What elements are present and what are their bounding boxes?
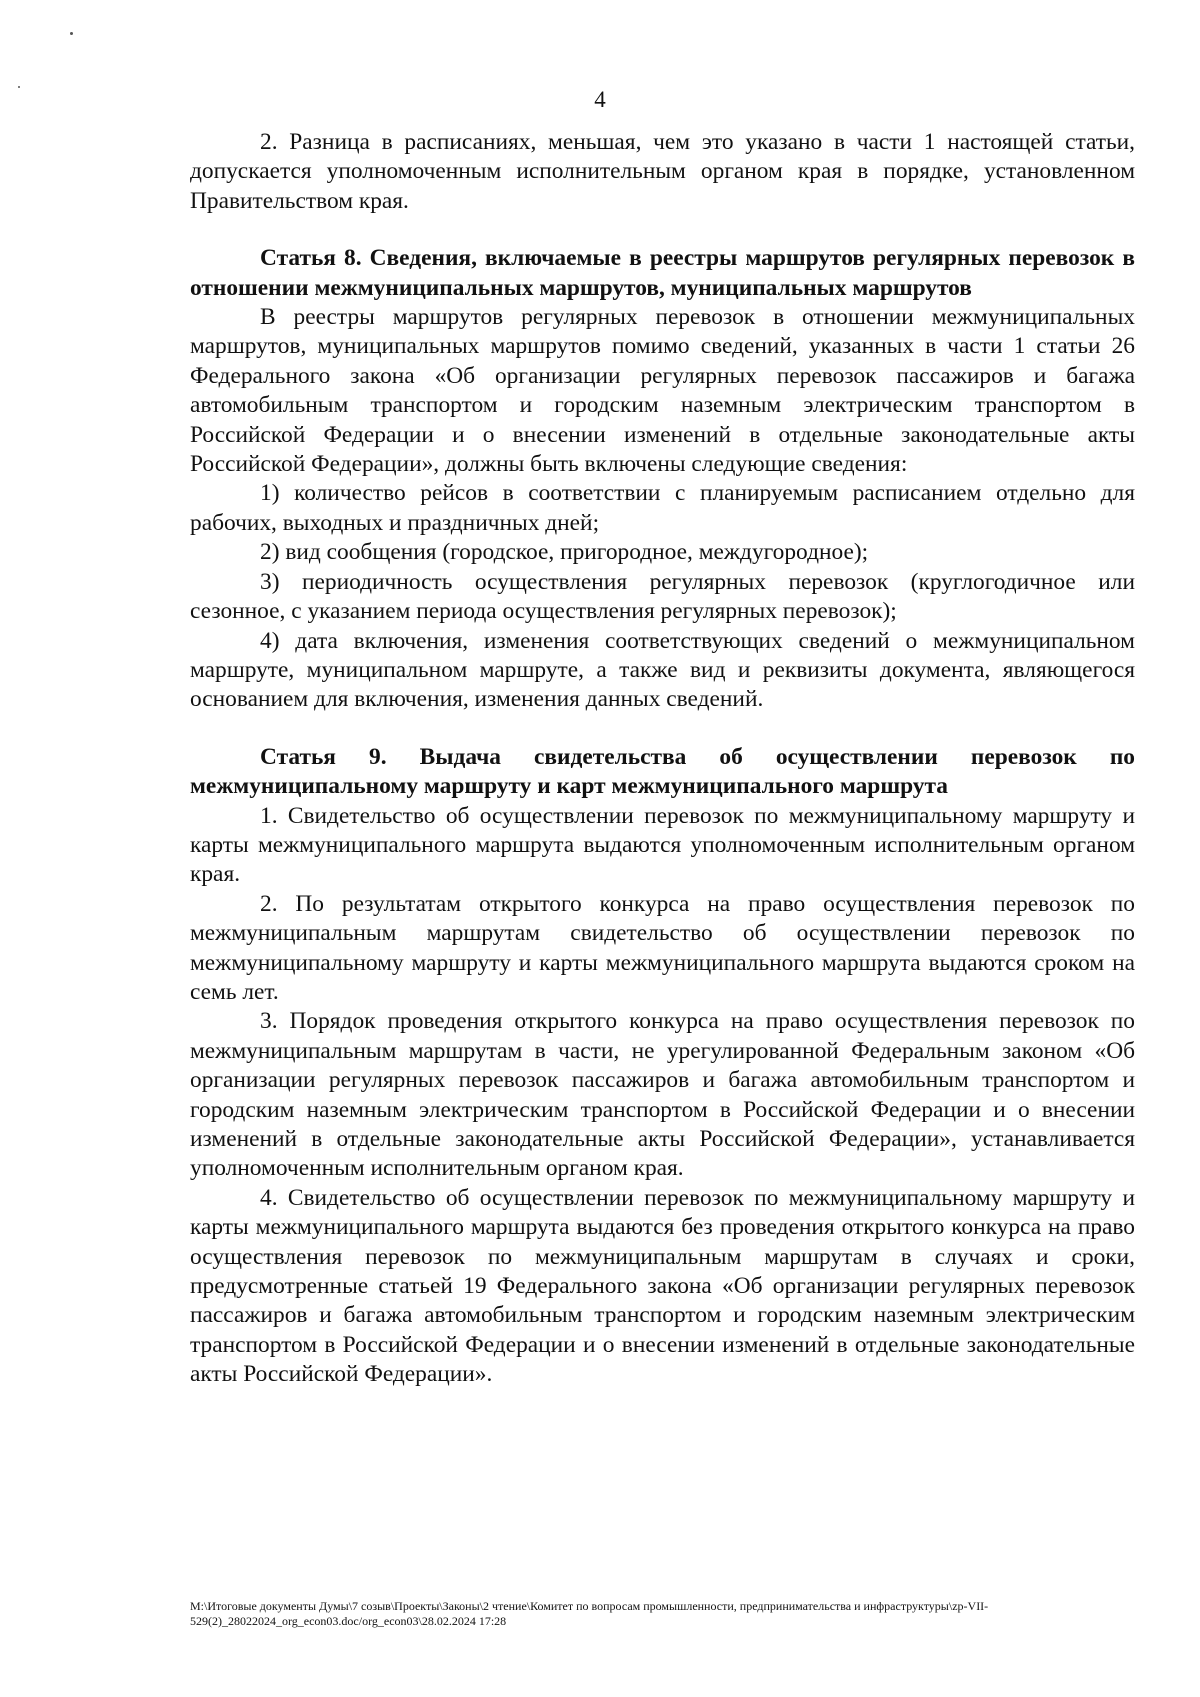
article-heading: Статья 9. Выдача свидетельства об осуществлении перевозок по межмуниципальному маршруту и карт межмуниципального маршрута	[190, 743, 1135, 800]
scan-speck	[70, 32, 73, 35]
list-item: 1) количество рейсов в соответствии с планируемым расписанием отдельно для рабочих, выходных и праздничных дней;	[190, 480, 1135, 536]
paragraph: 3. Порядок проведения открытого конкурса на право осуществления перевозок по межмуниципальным маршрутам в части, не урегулированной Федеральным законом «Об организации регулярных перевозок пассажиров и багажа автомобильным транспортом и городским наземным электрическим транспортом в Российской Федерации и о внесении изменений в отдельные законодательные акты Российской Федерации», устанавливается уполномоченным исполнительным органом края.	[190, 1008, 1135, 1182]
page-number: 4	[594, 87, 606, 112]
document-body	[190, 128, 1135, 1390]
list-item: 4) дата включения, изменения соответствующих сведений о межмуниципальном маршруте, муниципальном маршруте, а также вид и реквизиты документа, являющегося основанием для включения, изменения данных сведений.	[190, 627, 1135, 713]
file-path-footer: M:\Итоговые документы Думы\7 созыв\Проекты\Законы\2 чтение\Комитет по вопросам промышленности, предпринимательства и инфраструктуры\zp-VII-529(2)_28022024_org_econ03.doc/org_econ03\28.02.2024 17:28	[190, 1599, 989, 1628]
paragraph: 4. Свидетельство об осуществлении перевозок по межмуниципальному маршруту и карты межмуниципального маршрута выдаются без проведения открытого конкурса на право осуществления перевозок по межмуниципальным маршрутам в случаях и сроки, предусмотренные статьей 19 Федерального закона «Об организации регулярных перевозок пассажиров и багажа автомобильным транспортом и городским наземным электрическим транспортом в Российской Федерации и о внесении изменений в отдельные законодательные акты Российской Федерации».	[190, 1184, 1135, 1388]
list-item: 2) вид сообщения (городское, пригородное, междугородное);	[260, 539, 869, 566]
paragraph: 2. По результатам открытого конкурса на право осуществления перевозок по межмуниципальным маршрутам свидетельство об осуществлении перевозок по межмуниципальному маршруту и карты межмуниципального маршрута выдаются сроком на семь лет.	[190, 890, 1135, 1005]
article-heading: Статья 8. Сведения, включаемые в реестры маршрутов регулярных перевозок в отношении межмуниципальных маршрутов, муниципальных маршрутов	[190, 245, 1135, 301]
paragraph: 2. Разница в расписаниях, меньшая, чем это указано в части 1 настоящей статьи, допускается уполномоченным исполнительным органом края в порядке, установленном Правительством края.	[190, 129, 1135, 214]
paragraph: 1. Свидетельство об осуществлении перевозок по межмуниципальному маршруту и карты межмуниципального маршрута выдаются уполномоченным исполнительным органом края.	[190, 802, 1135, 888]
paragraph: В реестры маршрутов регулярных перевозок в отношении межмуниципальных маршрутов, муниципальных маршрутов помимо сведений, указанных в части 1 статьи 26 Федерального закона «Об организации регулярных перевозок пассажиров и багажа автомобильным транспортом и городским наземным электрическим транспортом в Российской Федерации и о внесении изменений в отдельные законодательные акты Российской Федерации», должны быть включены следующие сведения:	[190, 304, 1135, 478]
list-item: 3) периодичность осуществления регулярных перевозок (круглогодичное или сезонное, с указанием периода осуществления регулярных перевозок);	[190, 568, 1135, 625]
